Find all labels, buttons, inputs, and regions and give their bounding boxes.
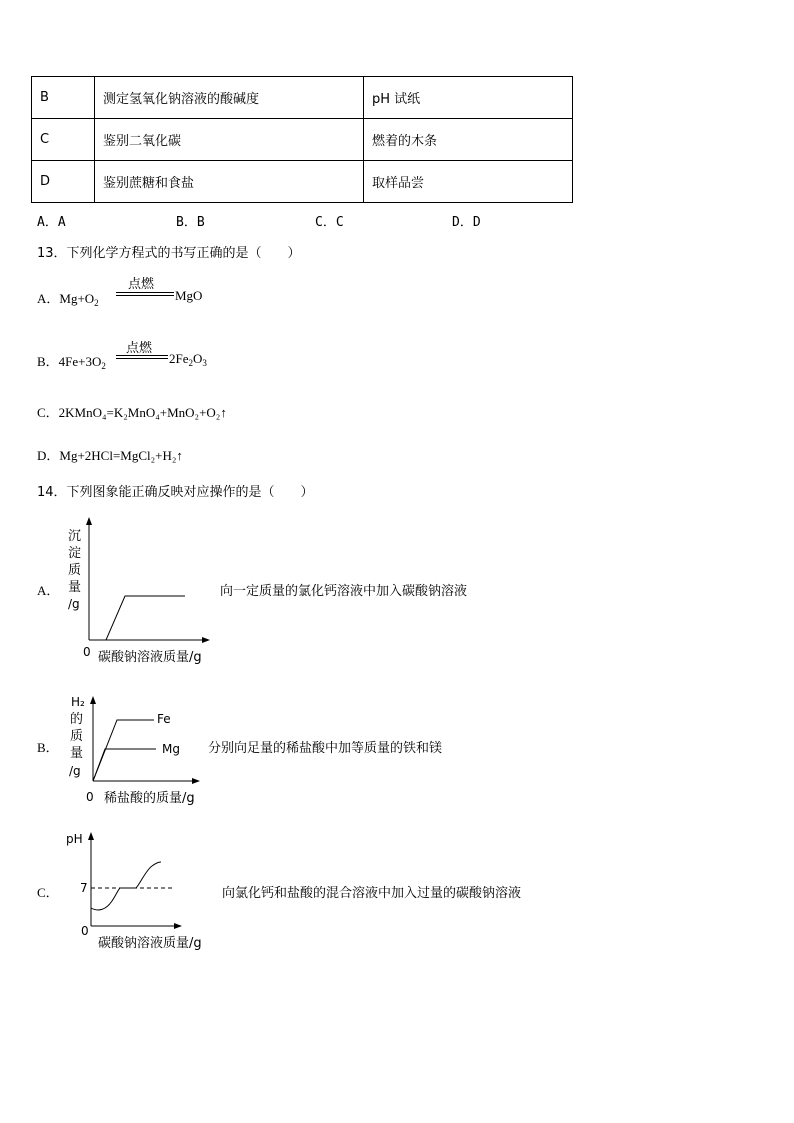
q14-option-a-description: 向一定质量的氯化钙溶液中加入碳酸钠溶液	[220, 584, 468, 599]
q12-choice-d: D．D	[452, 215, 481, 230]
series-mg-label: Mg	[162, 742, 180, 756]
formula-part: 2Fe	[169, 351, 189, 366]
y-label-char: 沉	[68, 529, 82, 544]
row-purpose: 鉴别蔗糖和食盐	[95, 161, 364, 203]
q13-option-a	[37, 288, 99, 308]
subscript: 3	[202, 358, 207, 368]
series-mg-line	[93, 749, 156, 781]
y-label-unit: /g	[68, 597, 80, 611]
table-row	[32, 161, 573, 203]
y-label-char: 淀	[68, 546, 82, 561]
q13-option-c	[37, 402, 227, 421]
q13-stem: 13．下列化学方程式的书写正确的是（ ）	[37, 246, 301, 261]
formula-part: O	[193, 351, 203, 366]
ph-curve	[91, 862, 161, 910]
graph-a	[60, 515, 220, 665]
y-axis-arrow	[88, 832, 94, 840]
y-axis-arrow	[90, 696, 96, 704]
y-label-char: 量	[68, 580, 82, 595]
x-axis-arrow	[192, 778, 200, 784]
y-label-char: 的	[70, 712, 84, 727]
y-tick-label: 7	[80, 881, 88, 895]
origin-label: 0	[86, 790, 94, 804]
option-label: C．	[37, 405, 59, 420]
origin-label: 0	[81, 924, 89, 938]
row-letter: D	[32, 161, 95, 203]
subscript: 2	[94, 298, 99, 308]
graph-b	[60, 688, 210, 808]
x-axis-label: 碳酸钠溶液质量/g	[98, 936, 202, 951]
q12-choice-c: C．C	[315, 215, 344, 230]
row-letter: C	[32, 119, 95, 161]
subscript: 2	[188, 358, 193, 368]
y-label-char: 质	[70, 729, 84, 744]
q14-option-c-label: C．	[37, 885, 59, 900]
series-fe-label: Fe	[157, 712, 171, 726]
reaction-condition: 点燃	[128, 277, 155, 292]
x-axis-label: 稀盐酸的质量/g	[104, 791, 195, 806]
table-row	[32, 119, 573, 161]
subscript: 2	[101, 361, 106, 371]
y-label-char: 质	[68, 563, 82, 578]
equation-right	[169, 351, 207, 368]
option-label: A．	[37, 291, 60, 306]
q14-option-b-label: B．	[37, 740, 59, 755]
equation: 2KMnO₄=K₂MnO₄+MnO₂+O₂↑	[58, 405, 227, 420]
q14-option-c-description: 向氯化钙和盐酸的混合溶液中加入过量的碳酸钠溶液	[222, 886, 522, 901]
row-method: 燃着的木条	[364, 119, 573, 161]
q12-options-table	[31, 76, 573, 203]
row-purpose: 测定氢氧化钠溶液的酸碱度	[95, 77, 364, 119]
graph-c	[60, 826, 220, 956]
q14-stem: 14．下列图象能正确反映对应操作的是（ ）	[37, 485, 314, 500]
origin-label: 0	[83, 645, 91, 659]
reaction-condition: 点燃	[126, 341, 153, 356]
x-axis-arrow	[174, 923, 182, 929]
q12-choice-b: B．B	[176, 215, 205, 230]
x-axis-arrow	[202, 637, 210, 643]
y-label-char: 量	[70, 746, 84, 761]
row-method: 取样品尝	[364, 161, 573, 203]
y-label-unit: /g	[69, 764, 81, 778]
option-label: D．	[37, 448, 60, 463]
x-axis-label: 碳酸钠溶液质量/g	[98, 650, 202, 665]
y-axis-arrow	[86, 517, 92, 525]
equation-left: 4Fe+3O	[58, 354, 102, 369]
q13-option-d	[37, 445, 183, 464]
q14-option-b-description: 分别向足量的稀盐酸中加等质量的铁和镁	[208, 741, 443, 756]
q14-option-a-label: A．	[37, 583, 60, 598]
row-letter: B	[32, 77, 95, 119]
equation-right: MgO	[175, 288, 203, 303]
equation: Mg+2HCl=MgCl₂+H₂↑	[59, 448, 183, 463]
row-purpose: 鉴别二氧化碳	[95, 119, 364, 161]
q12-choice-a: A．A	[37, 215, 66, 230]
row-method: pH 试纸	[364, 77, 573, 119]
equation-left: Mg+O	[59, 291, 95, 306]
equals-bar	[116, 355, 168, 359]
y-label-char: H₂	[71, 695, 85, 709]
option-label: B．	[37, 354, 59, 369]
q13-option-b	[37, 351, 106, 371]
series-fe-line	[93, 720, 154, 781]
curve	[106, 596, 185, 640]
table-row	[32, 77, 573, 119]
equals-bar	[116, 292, 174, 296]
y-axis-label: pH	[66, 832, 83, 846]
